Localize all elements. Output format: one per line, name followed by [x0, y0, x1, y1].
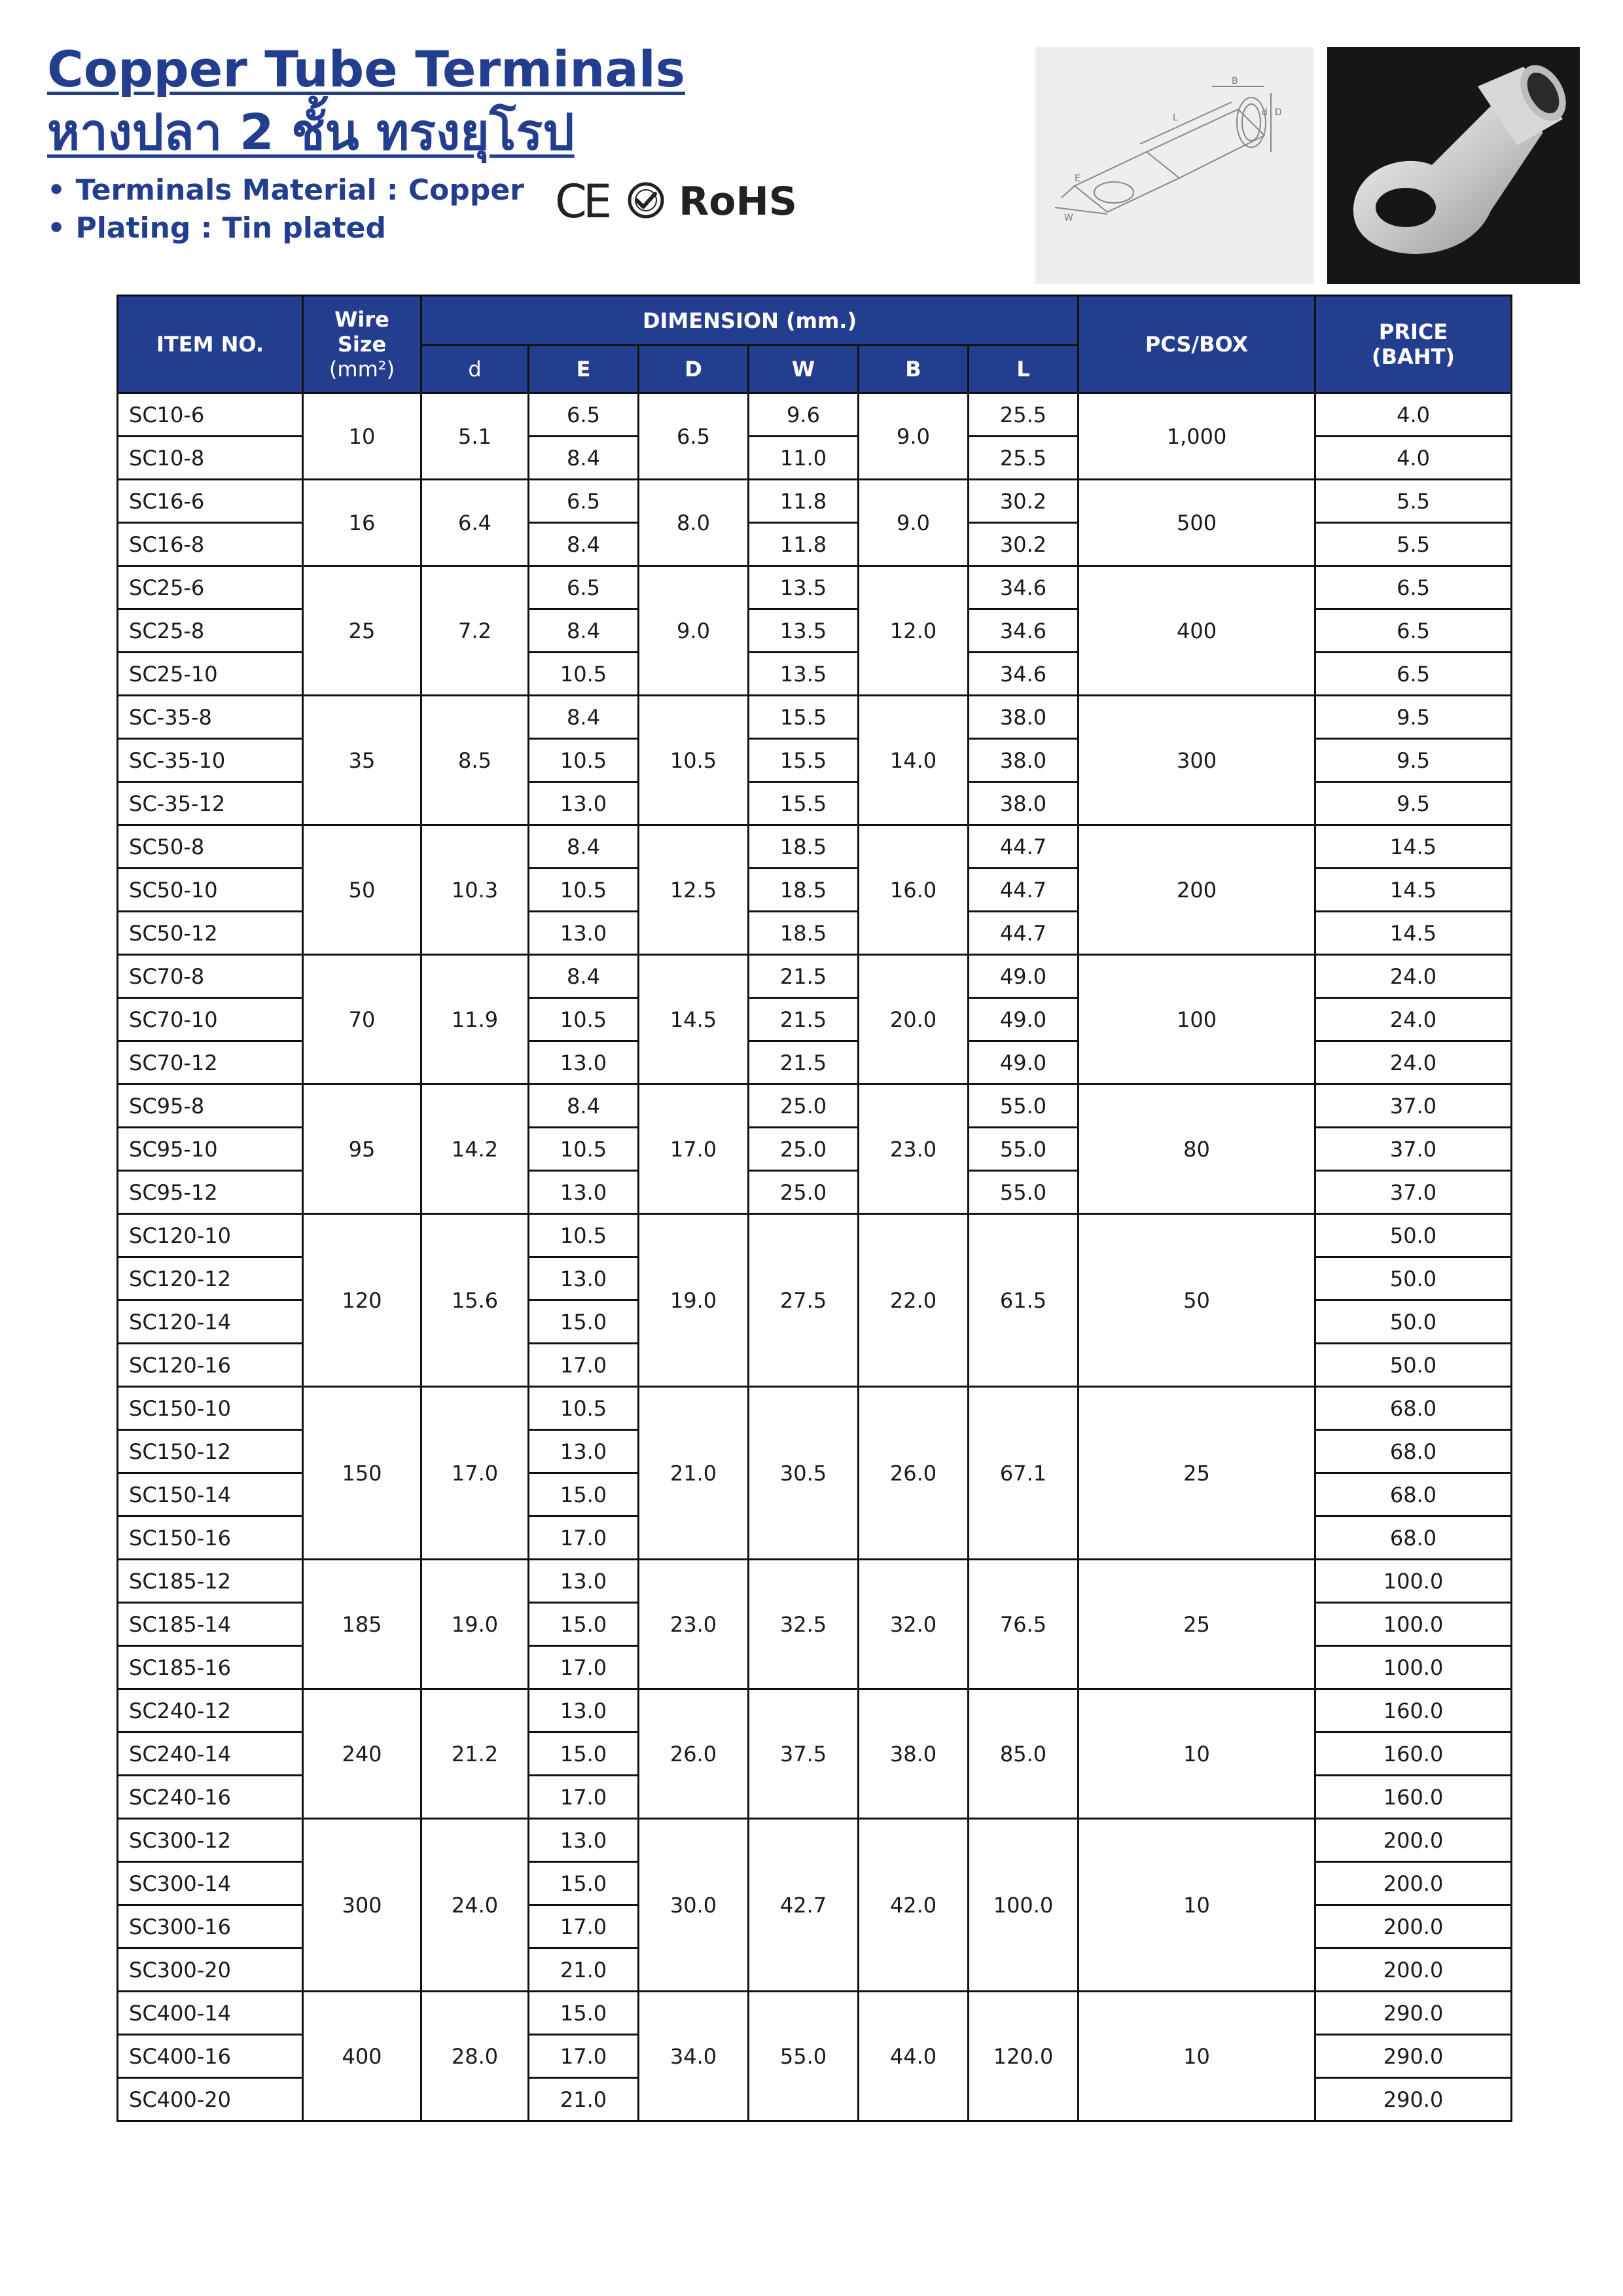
dim-e-cell: 10.5	[529, 1214, 639, 1257]
price-cell: 160.0	[1315, 1732, 1512, 1776]
pcs-box-cell: 10	[1079, 1819, 1315, 1992]
dim-d-cell: 10.3	[421, 825, 529, 955]
dim-w-cell: 25.0	[749, 1171, 859, 1214]
item-no-cell: SC70-8	[118, 955, 303, 998]
item-no-cell: SC240-14	[118, 1732, 303, 1776]
price-cell: 37.0	[1315, 1085, 1512, 1128]
dim-w-cell: 55.0	[749, 1992, 859, 2121]
price-cell: 6.5	[1315, 653, 1512, 696]
dim-l-cell: 44.7	[969, 869, 1079, 912]
dim-l-cell: 30.2	[969, 523, 1079, 566]
price-cell: 68.0	[1315, 1516, 1512, 1560]
dim-w-cell: 15.5	[749, 739, 859, 782]
dim-l-cell: 38.0	[969, 782, 1079, 825]
price-cell: 6.5	[1315, 609, 1512, 653]
item-no-cell: SC150-16	[118, 1516, 303, 1560]
dim-l-cell: 38.0	[969, 739, 1079, 782]
dim-e-cell: 15.0	[529, 1992, 639, 2035]
dim-l-cell: 25.5	[969, 393, 1079, 437]
price-cell: 4.0	[1315, 437, 1512, 480]
dim-e-cell: 21.0	[529, 2078, 639, 2121]
item-no-cell: SC16-6	[118, 480, 303, 523]
dim-w-cell: 18.5	[749, 825, 859, 869]
dim-w-cell: 25.0	[749, 1128, 859, 1171]
wire-size-cell: 120	[303, 1214, 421, 1387]
wire-size-cell: 16	[303, 480, 421, 566]
dim-b-cell: 9.0	[859, 393, 969, 480]
dim-e-cell: 15.0	[529, 1300, 639, 1344]
dim-b-cell: 23.0	[859, 1085, 969, 1214]
item-no-cell: SC50-8	[118, 825, 303, 869]
item-no-cell: SC50-12	[118, 912, 303, 955]
terminal-dimension-drawing-icon	[1035, 47, 1314, 284]
dim-l-cell: 44.7	[969, 825, 1079, 869]
dim-e-header: E	[529, 346, 639, 393]
price-cell: 6.5	[1315, 566, 1512, 609]
dim-e-cell: 6.5	[529, 393, 639, 437]
price-cell: 14.5	[1315, 869, 1512, 912]
dim-dd-cell: 12.5	[639, 825, 749, 955]
item-no-cell: SC25-8	[118, 609, 303, 653]
item-no-cell: SC150-12	[118, 1430, 303, 1473]
pcs-box-cell: 400	[1079, 566, 1315, 696]
dim-b-header: B	[859, 346, 969, 393]
table-row	[118, 1214, 1512, 1257]
item-no-cell: SC150-14	[118, 1473, 303, 1516]
dim-dd-cell: 23.0	[639, 1560, 749, 1689]
price-cell: 50.0	[1315, 1300, 1512, 1344]
item-no-cell: SC10-6	[118, 393, 303, 437]
item-no-cell: SC-35-8	[118, 696, 303, 739]
pcs-box-cell: 10	[1079, 1992, 1315, 2121]
dim-w-cell: 32.5	[749, 1560, 859, 1689]
dim-e-cell: 13.0	[529, 1689, 639, 1732]
item-no-cell: SC185-14	[118, 1603, 303, 1646]
ce-mark: CE	[555, 175, 609, 228]
price-cell: 24.0	[1315, 998, 1512, 1041]
dim-e-cell: 8.4	[529, 955, 639, 998]
item-no-cell: SC400-20	[118, 2078, 303, 2121]
dim-e-cell: 13.0	[529, 912, 639, 955]
price-cell: 14.5	[1315, 912, 1512, 955]
dim-d-cell: 5.1	[421, 393, 529, 480]
price-cell: 68.0	[1315, 1473, 1512, 1516]
table-row	[118, 825, 1512, 869]
item-no-cell: SC16-8	[118, 523, 303, 566]
dim-e-cell: 10.5	[529, 739, 639, 782]
dim-b-cell: 12.0	[859, 566, 969, 696]
pcs-box-header: PCS/BOX	[1079, 296, 1315, 393]
drawing-label-w: W	[1064, 213, 1073, 223]
dim-l-cell: 55.0	[969, 1128, 1079, 1171]
price-cell: 200.0	[1315, 1862, 1512, 1905]
item-no-cell: SC400-16	[118, 2035, 303, 2078]
dimension-header: DIMENSION (mm.)	[421, 296, 1079, 346]
dim-b-cell: 9.0	[859, 480, 969, 566]
title-thai: หางปลา 2 ชั้น ทรงยุโรป	[47, 103, 575, 161]
dim-d-cell: 6.4	[421, 480, 529, 566]
dim-w-cell: 13.5	[749, 609, 859, 653]
dim-e-cell: 15.0	[529, 1603, 639, 1646]
dim-d-cell: 21.2	[421, 1689, 529, 1819]
item-no-cell: SC-35-12	[118, 782, 303, 825]
dim-e-cell: 15.0	[529, 1862, 639, 1905]
price-cell: 50.0	[1315, 1214, 1512, 1257]
dim-d-cell: 7.2	[421, 566, 529, 696]
item-no-cell: SC300-12	[118, 1819, 303, 1862]
price-table	[116, 295, 1512, 2122]
dim-e-cell: 13.0	[529, 1560, 639, 1603]
item-no-header: ITEM NO.	[118, 296, 303, 393]
item-no-cell: SC240-16	[118, 1776, 303, 1819]
dim-l-cell: 34.6	[969, 566, 1079, 609]
price-cell: 100.0	[1315, 1603, 1512, 1646]
rohs-mark: RoHS	[679, 179, 797, 224]
table-row	[118, 393, 1512, 437]
dim-b-cell: 42.0	[859, 1819, 969, 1992]
wire-size-cell: 240	[303, 1689, 421, 1819]
dim-w-cell: 11.0	[749, 437, 859, 480]
dim-e-cell: 17.0	[529, 1516, 639, 1560]
dim-d-cell: 14.2	[421, 1085, 529, 1214]
dim-e-cell: 13.0	[529, 1257, 639, 1300]
item-no-cell: SC70-12	[118, 1041, 303, 1085]
dim-l-cell: 61.5	[969, 1214, 1079, 1387]
dim-w-header: W	[749, 346, 859, 393]
dim-e-cell: 17.0	[529, 1905, 639, 1948]
price-cell: 100.0	[1315, 1646, 1512, 1689]
dim-e-cell: 13.0	[529, 1041, 639, 1085]
table-row	[118, 1085, 1512, 1128]
dim-e-cell: 17.0	[529, 1344, 639, 1387]
dim-dd-cell: 19.0	[639, 1214, 749, 1387]
table-row	[118, 1819, 1512, 1862]
dim-w-cell: 30.5	[749, 1387, 859, 1560]
dim-w-cell: 18.5	[749, 912, 859, 955]
plating-bullet: • Plating : Tin plated	[47, 211, 387, 245]
dim-b-cell: 14.0	[859, 696, 969, 825]
wire-size-cell: 50	[303, 825, 421, 955]
table-row	[118, 1689, 1512, 1732]
dim-dd-cell: 30.0	[639, 1819, 749, 1992]
dim-e-cell: 10.5	[529, 869, 639, 912]
dim-d-cell: 24.0	[421, 1819, 529, 1992]
wire-size-cell: 400	[303, 1992, 421, 2121]
dim-e-cell: 10.5	[529, 653, 639, 696]
spec-bullets	[47, 171, 524, 247]
price-cell: 100.0	[1315, 1560, 1512, 1603]
item-no-cell: SC-35-10	[118, 739, 303, 782]
dim-e-cell: 17.0	[529, 1646, 639, 1689]
dim-b-cell: 20.0	[859, 955, 969, 1085]
wire-size-cell: 35	[303, 696, 421, 825]
dim-w-cell: 13.5	[749, 653, 859, 696]
wire-size-cell: 185	[303, 1560, 421, 1689]
dim-e-cell: 6.5	[529, 480, 639, 523]
drawing-label-l: L	[1173, 113, 1178, 123]
wire-size-cell: 95	[303, 1085, 421, 1214]
dim-e-cell: 8.4	[529, 1085, 639, 1128]
dim-dd-cell: 26.0	[639, 1689, 749, 1819]
wire-size-cell: 70	[303, 955, 421, 1085]
dim-e-cell: 10.5	[529, 998, 639, 1041]
dim-e-cell: 15.0	[529, 1473, 639, 1516]
price-cell: 50.0	[1315, 1344, 1512, 1387]
copper-tube-terminal-photo-icon	[1327, 47, 1580, 284]
item-no-cell: SC70-10	[118, 998, 303, 1041]
price-cell: 37.0	[1315, 1128, 1512, 1171]
item-no-cell: SC50-10	[118, 869, 303, 912]
price-cell: 9.5	[1315, 739, 1512, 782]
dim-dd-cell: 34.0	[639, 1992, 749, 2121]
wire-size-header: Wire Size (mm²)	[303, 296, 421, 393]
pcs-box-cell: 25	[1079, 1387, 1315, 1560]
dim-l-cell: 55.0	[969, 1085, 1079, 1128]
wire-size-cell: 25	[303, 566, 421, 696]
dim-dd-header: D	[639, 346, 749, 393]
dim-e-cell: 10.5	[529, 1128, 639, 1171]
dim-dd-cell: 14.5	[639, 955, 749, 1085]
dim-d-cell: 11.9	[421, 955, 529, 1085]
dim-e-cell: 8.4	[529, 825, 639, 869]
dim-w-cell: 21.5	[749, 998, 859, 1041]
dim-e-cell: 6.5	[529, 566, 639, 609]
dim-w-cell: 25.0	[749, 1085, 859, 1128]
pcs-box-cell: 25	[1079, 1560, 1315, 1689]
dim-w-cell: 9.6	[749, 393, 859, 437]
dim-e-cell: 17.0	[529, 1776, 639, 1819]
dim-e-cell: 8.4	[529, 609, 639, 653]
dim-l-cell: 34.6	[969, 653, 1079, 696]
dim-dd-cell: 8.0	[639, 480, 749, 566]
price-cell: 50.0	[1315, 1257, 1512, 1300]
table-row	[118, 480, 1512, 523]
pcs-box-cell: 50	[1079, 1214, 1315, 1387]
price-cell: 290.0	[1315, 2035, 1512, 2078]
dim-b-cell: 16.0	[859, 825, 969, 955]
item-no-cell: SC300-20	[118, 1948, 303, 1992]
dim-dd-cell: 17.0	[639, 1085, 749, 1214]
item-no-cell: SC150-10	[118, 1387, 303, 1430]
item-no-cell: SC400-14	[118, 1992, 303, 2035]
item-no-cell: SC10-8	[118, 437, 303, 480]
price-cell: 5.5	[1315, 480, 1512, 523]
dim-dd-cell: 10.5	[639, 696, 749, 825]
dim-l-cell: 120.0	[969, 1992, 1079, 2121]
price-cell: 200.0	[1315, 1948, 1512, 1992]
table-row	[118, 696, 1512, 739]
dim-l-cell: 30.2	[969, 480, 1079, 523]
table-row	[118, 1992, 1512, 2035]
dim-e-cell: 17.0	[529, 2035, 639, 2078]
dim-e-cell: 8.4	[529, 696, 639, 739]
dim-l-cell: 76.5	[969, 1560, 1079, 1689]
dim-e-cell: 15.0	[529, 1732, 639, 1776]
item-no-cell: SC95-12	[118, 1171, 303, 1214]
dim-l-cell: 100.0	[969, 1819, 1079, 1992]
item-no-cell: SC300-14	[118, 1862, 303, 1905]
dim-l-cell: 55.0	[969, 1171, 1079, 1214]
price-cell: 9.5	[1315, 782, 1512, 825]
item-no-cell: SC240-12	[118, 1689, 303, 1732]
price-cell: 200.0	[1315, 1905, 1512, 1948]
dim-l-cell: 38.0	[969, 696, 1079, 739]
table-row	[118, 1560, 1512, 1603]
dim-d-header: d	[421, 346, 529, 393]
certification-marks	[555, 175, 797, 228]
dim-w-cell: 15.5	[749, 696, 859, 739]
dim-l-cell: 67.1	[969, 1387, 1079, 1560]
item-no-cell: SC300-16	[118, 1905, 303, 1948]
dim-l-cell: 25.5	[969, 437, 1079, 480]
dim-e-cell: 10.5	[529, 1387, 639, 1430]
drawing-label-e: E	[1075, 173, 1080, 184]
dim-w-cell: 13.5	[749, 566, 859, 609]
dim-e-cell: 8.4	[529, 523, 639, 566]
price-cell: 160.0	[1315, 1689, 1512, 1732]
dim-w-cell: 11.8	[749, 480, 859, 523]
dim-w-cell: 37.5	[749, 1689, 859, 1819]
dim-w-cell: 15.5	[749, 782, 859, 825]
item-no-cell: SC25-10	[118, 653, 303, 696]
dim-e-cell: 13.0	[529, 1430, 639, 1473]
dim-w-cell: 42.7	[749, 1819, 859, 1992]
item-no-cell: SC185-16	[118, 1646, 303, 1689]
item-no-cell: SC120-16	[118, 1344, 303, 1387]
price-cell: 5.5	[1315, 523, 1512, 566]
item-no-cell: SC95-10	[118, 1128, 303, 1171]
dim-l-cell: 49.0	[969, 1041, 1079, 1085]
dim-dd-cell: 21.0	[639, 1387, 749, 1560]
dim-dd-cell: 9.0	[639, 566, 749, 696]
sgs-certification-icon	[625, 181, 667, 223]
dim-l-cell: 44.7	[969, 912, 1079, 955]
dim-b-cell: 44.0	[859, 1992, 969, 2121]
page-title	[47, 38, 685, 164]
dim-w-cell: 11.8	[749, 523, 859, 566]
dim-b-cell: 26.0	[859, 1387, 969, 1560]
table-row	[118, 566, 1512, 609]
item-no-cell: SC185-12	[118, 1560, 303, 1603]
dim-l-cell: 85.0	[969, 1689, 1079, 1819]
pcs-box-cell: 500	[1079, 480, 1315, 566]
table-row	[118, 955, 1512, 998]
price-header: PRICE (BAHT)	[1315, 296, 1512, 393]
price-cell: 290.0	[1315, 2078, 1512, 2121]
dim-b-cell: 22.0	[859, 1214, 969, 1387]
pcs-box-cell: 1,000	[1079, 393, 1315, 480]
dim-l-header: L	[969, 346, 1079, 393]
dim-l-cell: 49.0	[969, 998, 1079, 1041]
price-cell: 290.0	[1315, 1992, 1512, 2035]
item-no-cell: SC95-8	[118, 1085, 303, 1128]
pcs-box-cell: 300	[1079, 696, 1315, 825]
price-cell: 14.5	[1315, 825, 1512, 869]
pcs-box-cell: 100	[1079, 955, 1315, 1085]
dim-d-cell: 8.5	[421, 696, 529, 825]
material-bullet: • Terminals Material : Copper	[47, 173, 524, 207]
item-no-cell: SC25-6	[118, 566, 303, 609]
dim-d-cell: 28.0	[421, 1992, 529, 2121]
title-english: Copper Tube Terminals	[47, 40, 685, 98]
drawing-label-b: B	[1232, 76, 1238, 86]
dim-b-cell: 32.0	[859, 1560, 969, 1689]
pcs-box-cell: 80	[1079, 1085, 1315, 1214]
table-row	[118, 1387, 1512, 1430]
dim-w-cell: 27.5	[749, 1214, 859, 1387]
price-cell: 37.0	[1315, 1171, 1512, 1214]
dim-e-cell: 13.0	[529, 1171, 639, 1214]
item-no-cell: SC120-14	[118, 1300, 303, 1344]
dim-dd-cell: 6.5	[639, 393, 749, 480]
dim-b-cell: 38.0	[859, 1689, 969, 1819]
dim-d-cell: 19.0	[421, 1560, 529, 1689]
price-cell: 68.0	[1315, 1430, 1512, 1473]
item-no-cell: SC120-10	[118, 1214, 303, 1257]
dim-l-cell: 49.0	[969, 955, 1079, 998]
wire-size-cell: 10	[303, 393, 421, 480]
price-cell: 4.0	[1315, 393, 1512, 437]
price-cell: 24.0	[1315, 955, 1512, 998]
price-cell: 9.5	[1315, 696, 1512, 739]
dim-e-cell: 8.4	[529, 437, 639, 480]
item-no-cell: SC120-12	[118, 1257, 303, 1300]
dim-e-cell: 13.0	[529, 1819, 639, 1862]
dim-w-cell: 21.5	[749, 1041, 859, 1085]
price-cell: 24.0	[1315, 1041, 1512, 1085]
dim-l-cell: 34.6	[969, 609, 1079, 653]
dim-w-cell: 21.5	[749, 955, 859, 998]
dim-d-cell: 17.0	[421, 1387, 529, 1560]
price-cell: 68.0	[1315, 1387, 1512, 1430]
wire-size-cell: 150	[303, 1387, 421, 1560]
pcs-box-cell: 200	[1079, 825, 1315, 955]
pcs-box-cell: 10	[1079, 1689, 1315, 1819]
drawing-label-d: d	[1262, 107, 1268, 118]
drawing-label-dd: D	[1275, 107, 1282, 118]
dim-w-cell: 18.5	[749, 869, 859, 912]
price-cell: 160.0	[1315, 1776, 1512, 1819]
dim-e-cell: 13.0	[529, 782, 639, 825]
dim-d-cell: 15.6	[421, 1214, 529, 1387]
dim-e-cell: 21.0	[529, 1948, 639, 1992]
price-cell: 200.0	[1315, 1819, 1512, 1862]
wire-size-cell: 300	[303, 1819, 421, 1992]
